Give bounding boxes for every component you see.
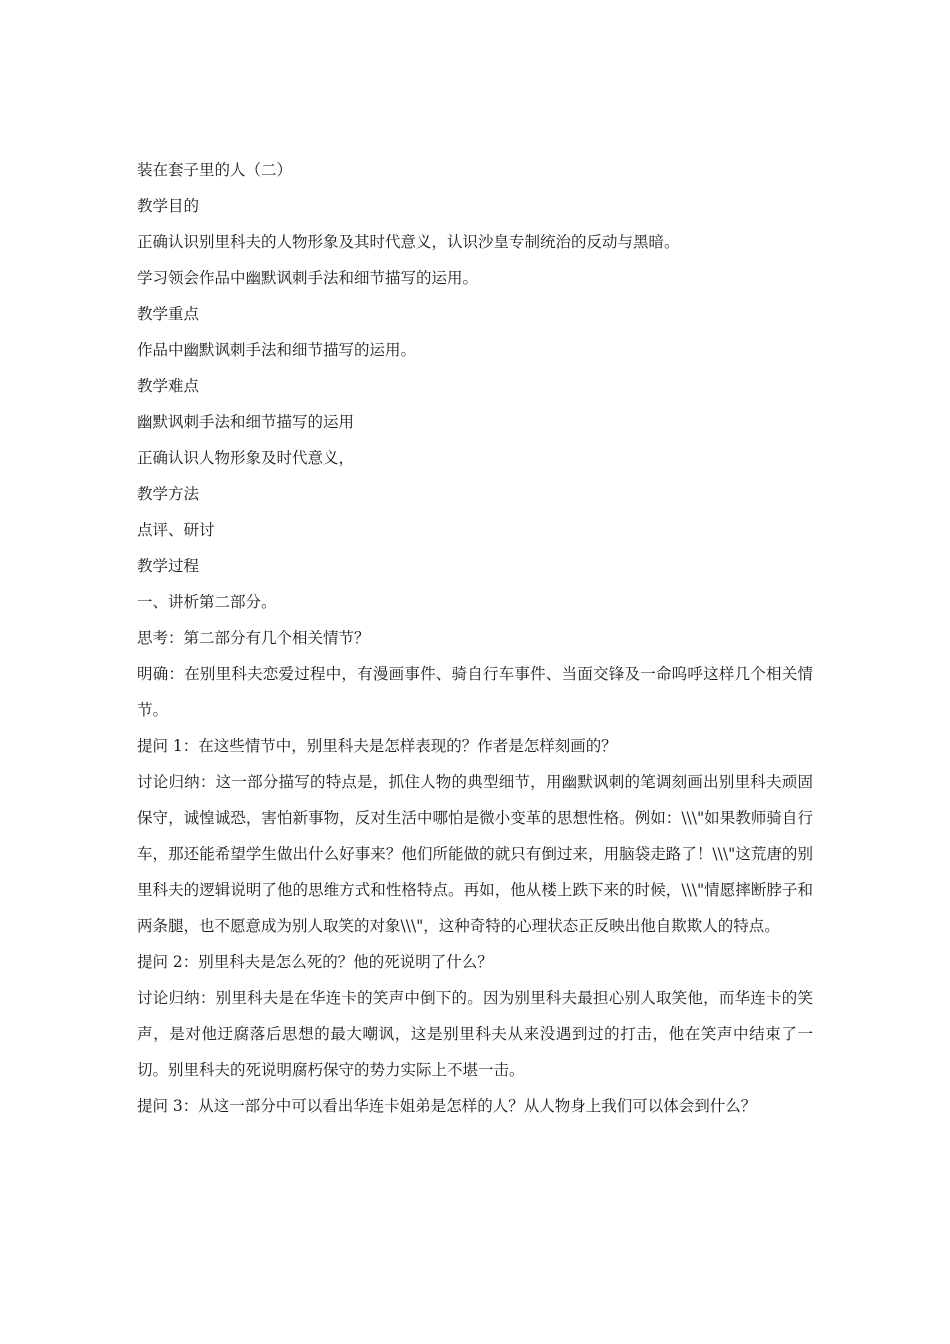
key-point-item: 作品中幽默讽刺手法和细节描写的运用。 <box>137 341 417 359</box>
heading-key-points: 教学重点 <box>137 305 200 323</box>
heading-teaching-method: 教学方法 <box>137 485 200 503</box>
difficulty-item-2: 正确认识人物形象及时代意义， <box>137 449 355 467</box>
heading-difficulties: 教学难点 <box>137 377 200 395</box>
document-title: 装在套子里的人（二） <box>137 161 293 179</box>
process-step-1: 一、讲析第二部分。 <box>137 593 277 611</box>
question-think: 思考：第二部分有几个相关情节？ <box>137 629 370 647</box>
difficulty-item-1: 幽默讽刺手法和细节描写的运用 <box>137 413 355 431</box>
document-page <box>137 158 813 1130</box>
question-2: 提问 2：别里科夫是怎么死的？他的死说明了什么？ <box>137 953 493 971</box>
goal-item-1: 正确认识别里科夫的人物形象及其时代意义，认识沙皇专制统治的反动与黑暗。 <box>137 233 680 251</box>
heading-teaching-process: 教学过程 <box>137 557 200 575</box>
heading-teaching-goals: 教学目的 <box>137 197 200 215</box>
answer-paragraph-2: 讨论归纳：这一部分描写的特点是，抓住人物的典型细节，用幽默讽刺的笔调刻画出别里科夫顽固保守，诚惶诚恐，害怕新事物，反对生活中哪怕是微小变革的思想性格。例如：\\\"如果教师骑自行车，那还能希望学生做出什么好事来？他们所能做的就只有倒过来，用脑袋走路了！\\\"这荒唐的别里科夫的逻辑说明了他的思维方式和性格特点。再如，他从楼上跌下来的时候，\\\"情愿摔断脖子和两条腿，也不愿意成为别人取笑的对象\\\"，这种奇特的心理状态正反映出他自欺欺人的特点。 <box>137 773 813 935</box>
question-3: 提问 3：从这一部分中可以看出华连卡姐弟是怎样的人？从人物身上我们可以体会到什么？ <box>137 1097 757 1115</box>
answer-paragraph-1: 明确：在别里科夫恋爱过程中，有漫画事件、骑自行车事件、当面交锋及一命呜呼这样几个相关情节。 <box>137 665 813 719</box>
method-item: 点评、研讨 <box>137 521 215 539</box>
goal-item-2: 学习领会作品中幽默讽刺手法和细节描写的运用。 <box>137 269 479 287</box>
answer-paragraph-3: 讨论归纳：别里科夫是在华连卡的笑声中倒下的。因为别里科夫最担心别人取笑他，而华连卡的笑声，是对他迂腐落后思想的最大嘲讽，这是别里科夫从来没遇到过的打击，他在笑声中结束了一切。别里科夫的死说明腐朽保守的势力实际上不堪一击。 <box>137 989 813 1079</box>
question-1: 提问 1：在这些情节中，别里科夫是怎样表现的？作者是怎样刻画的？ <box>137 737 617 755</box>
